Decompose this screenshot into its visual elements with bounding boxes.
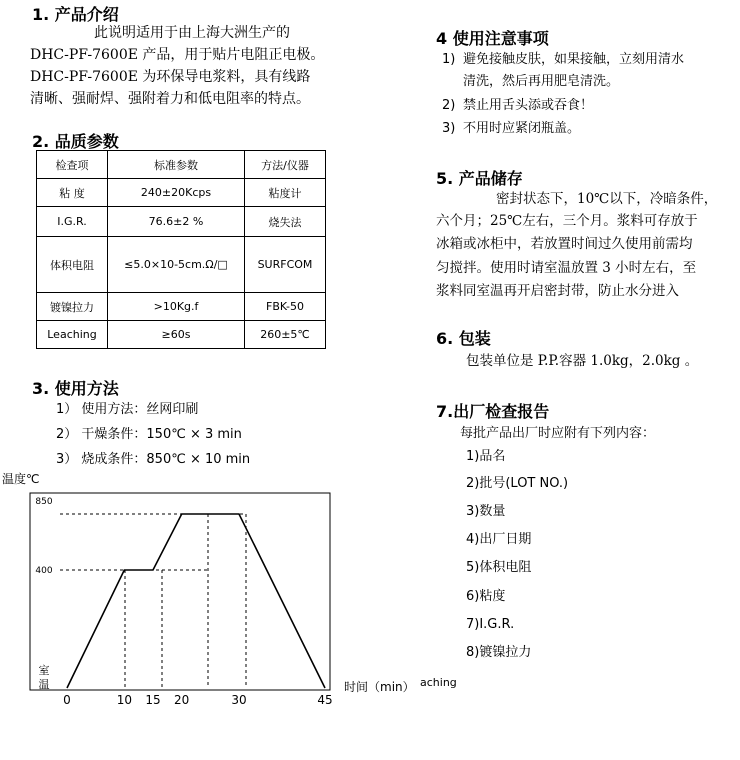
table-header-row [37, 151, 326, 179]
table-cell: 粘 度 [37, 179, 108, 207]
table-cell: ≥60s [108, 321, 245, 349]
room-temp-label-2: 温 [38, 678, 50, 691]
x-tick-label: 20 [174, 693, 190, 707]
table-cell: SURFCOM [245, 237, 326, 293]
storage-line-4: 匀搅拌。使用时请室温放置 3 小时左右，至 [436, 260, 697, 276]
report-item-3: 3)数量 [466, 504, 506, 519]
section-2-title: 2. 品质参数 [32, 132, 119, 151]
table-row [37, 237, 326, 293]
section-3-title: 3. 使用方法 [32, 379, 119, 398]
chart-stray-text: aching [420, 676, 457, 689]
x-tick-label: 45 [317, 693, 333, 707]
table-cell: Leaching [37, 321, 108, 349]
method-item-3: 3） 烧成条件：850℃ × 10 min [56, 452, 251, 467]
chart-frame [30, 493, 330, 690]
x-tick-label: 0 [63, 693, 71, 707]
intro-line-3: DHC-PF-7600E 为环保导电浆料，具有线路 [30, 69, 311, 85]
ytick-850: 850 [35, 497, 53, 507]
method-item-1: 1） 使用方法：丝网印刷 [56, 402, 199, 417]
table-cell: 镀镍拉力 [37, 293, 108, 321]
chart-guides [60, 514, 246, 688]
report-item-8: 8)镀镍拉力 [466, 645, 532, 660]
caution-num-2: 2) [442, 98, 456, 113]
report-item-1: 1)品名 [466, 449, 506, 464]
x-tick-label: 10 [116, 693, 132, 707]
report-intro: 每批产品出厂时应附有下列内容： [460, 426, 656, 441]
report-item-4: 4)出厂日期 [466, 532, 532, 547]
table-header-cell: 方法/仪器 [245, 151, 326, 179]
section-6-title: 6. 包装 [436, 329, 491, 348]
intro-line-4: 清晰、强耐焊、强附着力和低电阻率的特点。 [30, 91, 310, 107]
firing-profile-chart [0, 466, 480, 716]
intro-line-1: 此说明适用于由上海大洲生产的 [94, 25, 290, 41]
table-row [37, 293, 326, 321]
storage-line-3: 冰箱或冰柜中，若放置时间过久使用前需均 [436, 236, 693, 252]
caution-text-3: 不用时应紧闭瓶盖。 [463, 121, 581, 136]
packaging-text: 包装单位是 P.P.容器 1.0kg，2.0kg 。 [466, 353, 699, 369]
section-4-title: 4 使用注意事项 [436, 29, 549, 48]
x-tick-labels [63, 693, 332, 707]
table-cell: 240±20Kcps [108, 179, 245, 207]
table-cell: >10Kg.f [108, 293, 245, 321]
chart-xlabel: 时间（min） [344, 680, 415, 694]
table-row [37, 207, 326, 237]
storage-line-2: 六个月；25℃左右，三个月。浆料可存放于 [436, 213, 698, 229]
table-cell: FBK-50 [245, 293, 326, 321]
table-cell: ≤5.0×10-5cm.Ω/□ [108, 237, 245, 293]
temperature-profile-line [67, 514, 325, 688]
table-cell: 粘度计 [245, 179, 326, 207]
storage-line-1: 密封状态下，10℃以下，冷暗条件， [496, 191, 718, 207]
table-header-cell: 检查项 [37, 151, 108, 179]
x-tick-label: 15 [145, 693, 161, 707]
report-item-2: 2)批号(LOT NO.) [466, 476, 569, 491]
table-header-cell: 标准参数 [108, 151, 245, 179]
caution-num-3: 3) [442, 121, 456, 136]
chart-ylabel: 温度℃ [2, 472, 40, 486]
table-cell: 76.6±2 % [108, 207, 245, 237]
report-item-6: 6)粘度 [466, 589, 506, 604]
method-item-2: 2） 干燥条件：150℃ × 3 min [56, 427, 242, 442]
section-1-title: 1. 产品介绍 [32, 5, 119, 24]
table-cell: 烧失法 [245, 207, 326, 237]
ytick-400: 400 [35, 566, 53, 576]
report-item-7: 7)I.G.R. [466, 617, 515, 632]
table-cell: 260±5℃ [245, 321, 326, 349]
intro-line-2: DHC-PF-7600E 产品，用于贴片电阻正电极。 [30, 47, 325, 63]
section-7-title: 7.出厂检查报告 [436, 402, 550, 421]
storage-line-5: 浆料同室温再开启密封带，防止水分进入 [436, 283, 679, 299]
table-row [37, 179, 326, 207]
table-cell: I.G.R. [37, 207, 108, 237]
report-item-5: 5)体积电阻 [466, 560, 532, 575]
quality-table [36, 150, 326, 349]
table-row [37, 321, 326, 349]
section-5-title: 5. 产品储存 [436, 169, 523, 188]
x-tick-label: 30 [231, 693, 247, 707]
caution-text-1b: 清洗，然后再用肥皂清洗。 [463, 74, 620, 89]
caution-text-2: 禁止用舌头添或吞食！ [463, 98, 594, 113]
caution-num-1: 1) [442, 52, 456, 67]
caution-text-1: 避免接触皮肤，如果接触，立刻用清水 [463, 52, 685, 67]
room-temp-label-1: 室 [38, 664, 50, 677]
table-cell: 体积电阻 [37, 237, 108, 293]
